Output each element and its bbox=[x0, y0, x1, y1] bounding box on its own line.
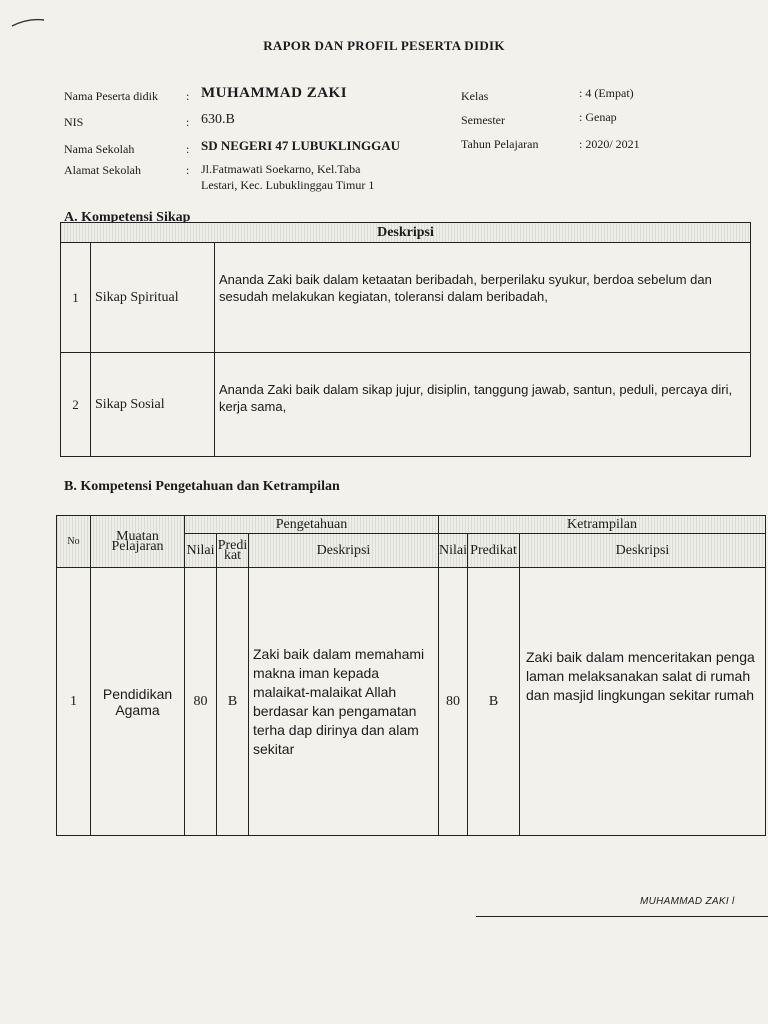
header-knowledge-score: Nilai bbox=[185, 534, 217, 568]
attitude-description: Ananda Zaki baik dalam ketaatan beribadah, berperilaku syukur, berdoa sebelum dan sesudah melakukan kegiatan, toleransi dalam beribadah, bbox=[215, 243, 751, 353]
table-row bbox=[57, 568, 766, 836]
pen-mark-icon bbox=[10, 12, 50, 32]
attitude-description: Ananda Zaki baik dalam sikap jujur, disiplin, tanggung jawab, santun, peduli, percaya diri, kerja sama, bbox=[215, 353, 751, 457]
attitude-header: Deskripsi bbox=[61, 223, 751, 243]
header-knowledge-predicate: Predi kat bbox=[217, 534, 249, 568]
competency-table bbox=[56, 515, 766, 836]
class-label: Kelas bbox=[461, 89, 489, 103]
skills-score: 80 bbox=[439, 568, 468, 836]
document-title: RAPOR DAN PROFIL PESERTA DIDIK bbox=[263, 38, 505, 53]
table-row bbox=[61, 353, 751, 457]
header-no: No bbox=[57, 516, 91, 568]
competency-header-row-1 bbox=[57, 516, 766, 534]
row-number: 2 bbox=[61, 353, 91, 457]
header-knowledge-description: Deskripsi bbox=[249, 534, 439, 568]
header-skills-predicate: Predikat bbox=[468, 534, 520, 568]
nis-value: 630.B bbox=[201, 112, 235, 127]
school-label: Nama Sekolah bbox=[64, 142, 135, 156]
semester-value: : Genap bbox=[579, 110, 617, 124]
address-label: Alamat Sekolah bbox=[64, 163, 141, 177]
section-a-title: A. Kompetensi Sikap bbox=[64, 210, 191, 225]
section-b-title: B. Kompetensi Pengetahuan dan Ketrampilan bbox=[64, 479, 340, 494]
address-line-2: Lestari, Kec. Lubuklinggau Timur 1 bbox=[201, 178, 375, 192]
year-label: Tahun Pelajaran bbox=[461, 137, 539, 151]
header-subject: Muatan Pelajaran bbox=[91, 516, 185, 568]
knowledge-score: 80 bbox=[185, 568, 217, 836]
header-skills-description: Deskripsi bbox=[520, 534, 766, 568]
attitude-table bbox=[60, 222, 751, 457]
name-label: Nama Peserta didik bbox=[64, 89, 158, 103]
skills-description: Zaki baik dalam menceritakan penga laman melaksanakan salat di rumah dan masjid lingkungan sekitar rumah bbox=[520, 568, 766, 836]
header-skills: Ketrampilan bbox=[439, 516, 766, 534]
address-separator: : bbox=[186, 163, 190, 177]
row-number: 1 bbox=[61, 243, 91, 353]
year-value: : 2020/ 2021 bbox=[579, 137, 640, 151]
subject-name: Pendidikan Agama bbox=[91, 568, 185, 836]
skills-predicate: B bbox=[468, 568, 520, 836]
attitude-aspect: Sikap Spiritual bbox=[91, 243, 215, 353]
attitude-header-row bbox=[61, 223, 751, 243]
school-value: SD NEGERI 47 LUBUKLINGGAU bbox=[201, 138, 401, 153]
knowledge-description: Zaki baik dalam memahami makna iman kepada malaikat-malaikat Allah berdasar kan pengamatan terha dap dirinya dan alam sekitar bbox=[249, 568, 439, 836]
nis-label: NIS bbox=[64, 115, 84, 129]
footer-divider bbox=[476, 916, 768, 917]
school-separator: : bbox=[186, 142, 190, 156]
semester-label: Semester bbox=[461, 113, 505, 127]
header-skills-score: Nilai bbox=[439, 534, 468, 568]
address-line-1: Jl.Fatmawati Soekarno, Kel.Taba bbox=[201, 162, 361, 176]
name-separator: : bbox=[186, 89, 190, 103]
knowledge-predicate: B bbox=[217, 568, 249, 836]
row-number: 1 bbox=[57, 568, 91, 836]
footer-student-name: MUHAMMAD ZAKI l bbox=[640, 896, 735, 907]
header-knowledge: Pengetahuan bbox=[185, 516, 439, 534]
student-name: MUHAMMAD ZAKI bbox=[201, 85, 348, 101]
class-value: : 4 (Empat) bbox=[579, 86, 634, 100]
attitude-aspect: Sikap Sosial bbox=[91, 353, 215, 457]
nis-separator: : bbox=[186, 115, 190, 129]
table-row bbox=[61, 243, 751, 353]
